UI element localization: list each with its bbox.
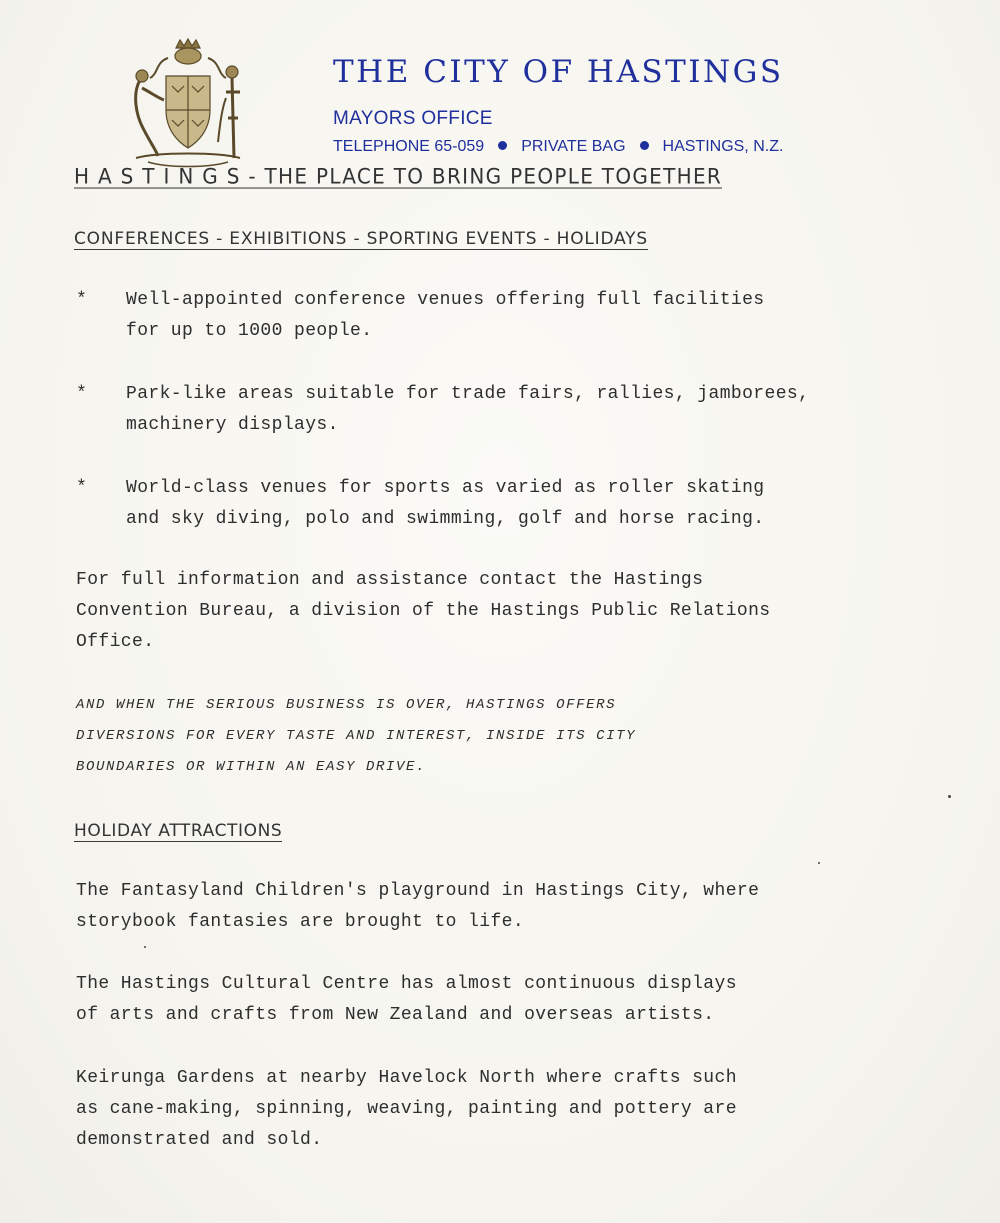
letterhead-telephone: TELEPHONE 65-059 — [333, 138, 485, 155]
bullet-line: Park-like areas suitable for trade fairs, rallies, jamborees, — [126, 384, 810, 404]
bullet-line: and sky diving, polo and swimming, golf and horse racing. — [126, 509, 765, 529]
paper-speck — [144, 946, 146, 948]
contact-paragraph — [76, 565, 771, 658]
attraction-item — [76, 969, 737, 1031]
sub-heading: CONFERENCES - EXHIBITIONS - SPORTING EVENTS - HOLIDAYS — [74, 229, 648, 249]
bullet-marker: * — [76, 478, 87, 498]
bullet-item — [126, 379, 809, 441]
letterhead-office: MAYORS OFFICE — [333, 108, 493, 129]
bullet-line: for up to 1000 people. — [126, 321, 373, 341]
bullet-item — [126, 285, 765, 347]
paragraph-line: as cane-making, spinning, weaving, painting and pottery are — [76, 1099, 737, 1119]
attraction-item — [76, 1063, 737, 1156]
main-heading: H A S T I N G S - THE PLACE TO BRING PEOPLE TOGETHER — [74, 163, 723, 189]
paragraph-line: Office. — [76, 632, 155, 652]
letterhead-contact-line — [333, 138, 783, 156]
paragraph-line: For full information and assistance contact the Hastings — [76, 570, 704, 590]
coat-of-arms-icon — [128, 38, 246, 168]
paragraph-line: BOUNDARIES OR WITHIN AN EASY DRIVE. — [76, 759, 427, 775]
letterhead-city-title: THE CITY OF HASTINGS — [333, 54, 784, 90]
bullet-line: machinery displays. — [126, 415, 339, 435]
bullet-marker: * — [76, 290, 87, 310]
bullet-dot-icon — [640, 141, 649, 150]
paper-speck — [948, 795, 951, 798]
bullet-item — [126, 473, 765, 535]
paragraph-line: of arts and crafts from New Zealand and overseas artists. — [76, 1005, 715, 1025]
bullet-line: Well-appointed conference venues offering full facilities — [126, 290, 765, 310]
paragraph-line: Keirunga Gardens at nearby Havelock North where crafts such — [76, 1068, 737, 1088]
holiday-attractions-heading: HOLIDAY ATTRACTIONS — [74, 821, 283, 841]
paragraph-line: DIVERSIONS FOR EVERY TASTE AND INTEREST, INSIDE ITS CITY — [76, 728, 637, 744]
bullet-line: World-class venues for sports as varied as roller skating — [126, 478, 765, 498]
paragraph-line: AND WHEN THE SERIOUS BUSINESS IS OVER, HASTINGS OFFERS — [76, 697, 617, 713]
bullet-marker: * — [76, 384, 87, 404]
letterhead-private-bag: PRIVATE BAG — [521, 138, 626, 155]
paragraph-line: The Fantasyland Children's playground in Hastings City, where — [76, 881, 760, 901]
paragraph-line: storybook fantasies are brought to life. — [76, 912, 525, 932]
letterhead-location: HASTINGS, N.Z. — [662, 138, 784, 155]
paragraph-line: The Hastings Cultural Centre has almost continuous displays — [76, 974, 737, 994]
paper-speck — [818, 862, 820, 864]
paragraph-line: demonstrated and sold. — [76, 1130, 323, 1150]
paragraph-line: Convention Bureau, a division of the Hastings Public Relations — [76, 601, 771, 621]
attraction-item — [76, 876, 759, 938]
italic-paragraph — [76, 690, 636, 783]
bullet-dot-icon — [498, 141, 507, 150]
